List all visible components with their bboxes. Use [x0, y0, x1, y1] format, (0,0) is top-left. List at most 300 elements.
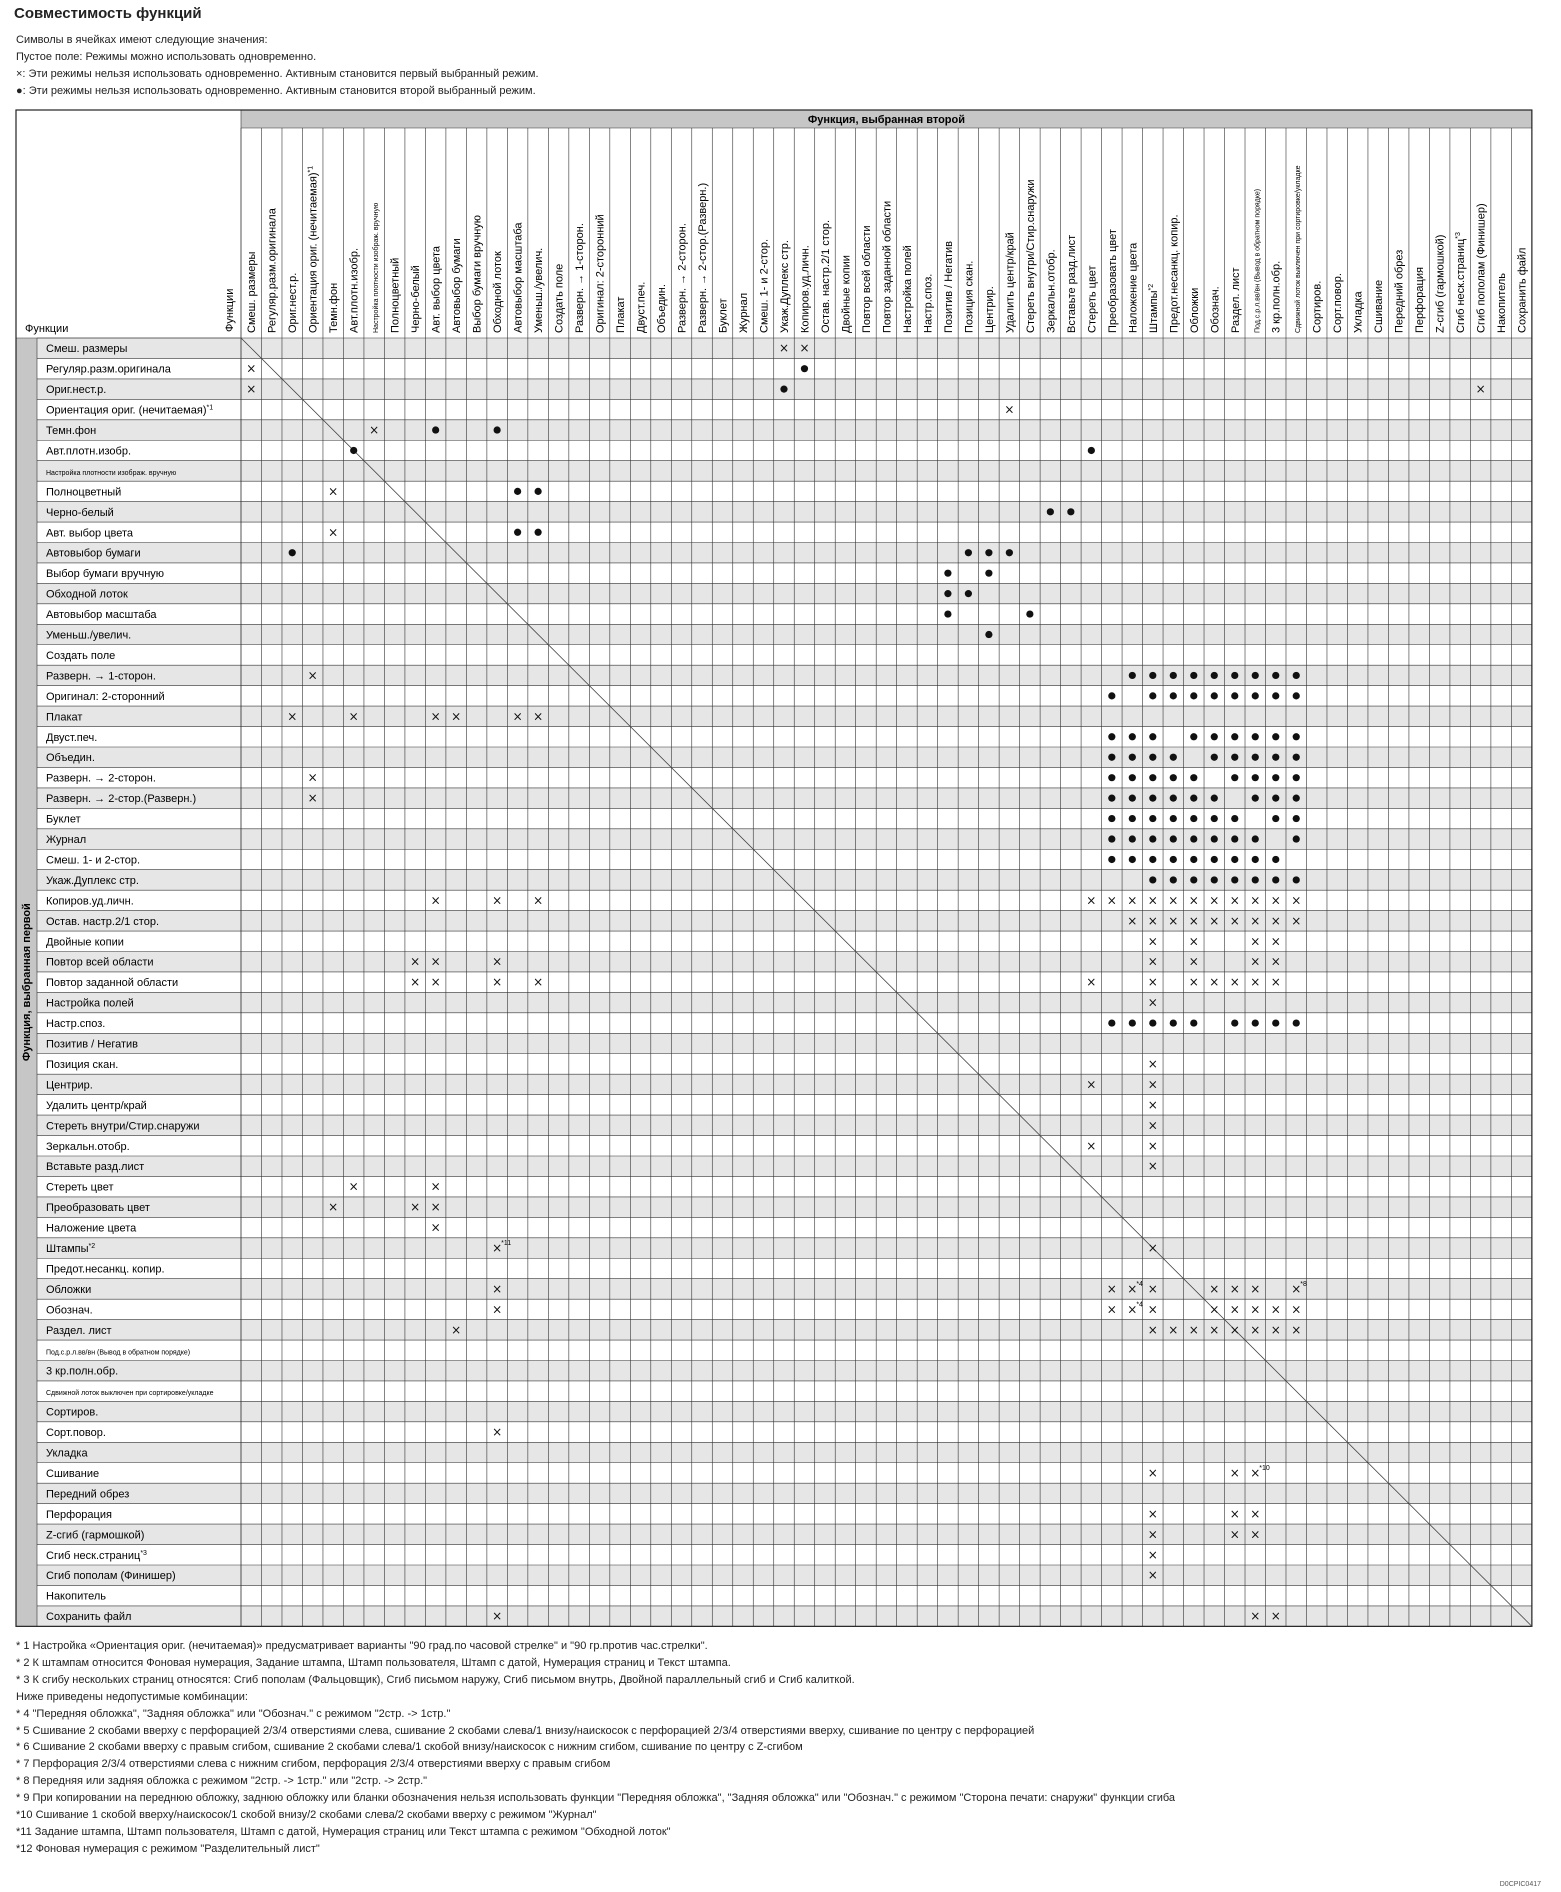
column-header: Позиция скан. — [963, 260, 976, 333]
footnote: Ниже приведены недопустимые комбинации: — [16, 1690, 248, 1703]
second-mode-wins-mark — [1211, 856, 1218, 863]
column-header: Черно-белый — [410, 265, 423, 333]
first-mode-wins-mark: × — [1004, 402, 1015, 417]
second-mode-wins-mark — [514, 488, 521, 495]
column-header: Центрир. — [983, 286, 996, 333]
column-header: Сохранить файл — [1516, 247, 1529, 333]
row-header: Двуст.печ. — [46, 731, 98, 744]
first-mode-wins-mark: × — [430, 1220, 441, 1235]
column-header: Стереть цвет — [1086, 265, 1099, 333]
second-mode-wins-mark — [1108, 815, 1115, 822]
first-mode-wins-mark: × — [1250, 954, 1261, 969]
first-mode-wins-mark: × — [1250, 934, 1261, 949]
second-mode-wins-mark — [944, 610, 951, 617]
first-mode-wins-mark: × — [1250, 1281, 1261, 1296]
column-header: Под.с.р.л.вв/вн (Вывод в обратном порядке) — [1254, 188, 1262, 333]
second-mode-wins-mark — [1231, 754, 1238, 761]
second-mode-wins-mark — [1190, 856, 1197, 863]
second-mode-wins-mark — [1108, 692, 1115, 699]
row-header: Регуляр.разм.оригинала — [46, 363, 171, 376]
column-header: Зеркальн.отобр. — [1045, 249, 1058, 333]
page-title: Совместимость функций — [14, 5, 202, 22]
row-header: Ориг.нест.р. — [46, 384, 107, 397]
row-header: Журнал — [46, 834, 87, 847]
second-mode-wins-mark — [1006, 549, 1013, 556]
column-header: Разверн. → 2-стор.(Разверн.) — [697, 182, 710, 333]
second-mode-wins-mark — [1231, 733, 1238, 740]
cell-note: *4 — [1136, 1301, 1143, 1309]
footnote: * 6 Сшивание 2 скобами вверху с правым сгибом, сшивание 2 скобами слева/1 скобой внизу/наискосок с нижним сгибом, сшивание по центру с Z-сгибом — [16, 1741, 803, 1754]
second-mode-wins-mark — [535, 488, 542, 495]
second-mode-wins-mark — [535, 529, 542, 536]
row-header: Ориентация ориг. (нечитаемая)$^{*1}$ — [46, 404, 214, 417]
row-header: Обходной лоток — [46, 588, 128, 601]
column-header: Сорт.повор. — [1332, 273, 1345, 333]
second-mode-wins-mark — [1149, 795, 1156, 802]
first-mode-wins-mark: × — [1168, 893, 1179, 908]
second-mode-wins-mark — [289, 549, 296, 556]
first-mode-wins-mark: × — [1270, 954, 1281, 969]
legend-line: ●: Эти режимы нельзя использовать одновременно. Активным становится второй выбранный режим. — [16, 85, 536, 97]
column-header: Двуст.печ. — [635, 281, 648, 333]
first-mode-wins-mark: × — [1188, 934, 1199, 949]
first-mode-wins-mark: × — [1127, 1281, 1138, 1296]
second-mode-wins-mark — [1272, 672, 1279, 679]
second-mode-wins-mark — [780, 386, 787, 393]
first-mode-wins-mark: × — [1086, 893, 1097, 908]
second-mode-wins-mark — [1252, 754, 1259, 761]
first-mode-wins-mark: × — [1188, 913, 1199, 928]
column-header: Авт. выбор цвета — [430, 245, 443, 333]
column-header: Укладка — [1352, 291, 1365, 333]
first-mode-wins-mark: × — [1127, 893, 1138, 908]
footnote: * 7 Перфорация 2/3/4 отверстиями слева с нижним сгибом, перфорация 2/3/4 отверстиями вверху с правым сгибом — [16, 1758, 611, 1771]
footnote: * 2 К штампам относится Фоновая нумерация, Задание штампа, Штамп пользователя, Штамп с датой, Нумерация страниц и Текст штампа. — [16, 1656, 731, 1669]
first-mode-wins-mark: × — [1188, 1322, 1199, 1337]
first-mode-wins-mark: × — [1147, 1547, 1158, 1562]
row-header: Преобразовать цвет — [46, 1202, 150, 1215]
row-header: Накопитель — [46, 1590, 107, 1603]
first-mode-wins-mark: × — [1229, 975, 1240, 990]
second-mode-wins-mark — [1149, 856, 1156, 863]
row-header: Позитив / Негатив — [46, 1038, 139, 1051]
second-mode-wins-mark — [1231, 672, 1238, 679]
second-mode-wins-mark — [1211, 754, 1218, 761]
first-mode-wins-mark: × — [246, 382, 257, 397]
first-mode-wins-mark: × — [328, 484, 339, 499]
first-mode-wins-mark: × — [430, 893, 441, 908]
row-header: Повтор заданной области — [46, 977, 179, 990]
row-header: Смеш. размеры — [46, 343, 128, 356]
first-mode-wins-mark: × — [1270, 1302, 1281, 1317]
second-mode-wins-mark — [801, 365, 808, 372]
second-mode-wins-mark — [1129, 774, 1136, 781]
second-mode-wins-mark — [1170, 1019, 1177, 1026]
first-mode-wins-mark: × — [1106, 1281, 1117, 1296]
second-mode-wins-mark — [1272, 1019, 1279, 1026]
second-mode-wins-mark — [1252, 876, 1259, 883]
first-mode-wins-mark: × — [492, 1609, 503, 1624]
column-header: Сортиров. — [1311, 280, 1324, 333]
second-mode-wins-mark — [1231, 815, 1238, 822]
second-mode-wins-mark — [1149, 835, 1156, 842]
first-mode-wins-mark: × — [1229, 1465, 1240, 1480]
first-mode-wins-mark: × — [1147, 1322, 1158, 1337]
column-header: Разверн. → 1-сторон. — [574, 223, 587, 333]
column-header: Позитив / Негатив — [942, 240, 955, 333]
second-mode-wins-mark — [1272, 856, 1279, 863]
second-mode-wins-mark — [1252, 774, 1259, 781]
row-header: Буклет — [46, 813, 81, 826]
column-note: *2 — [1147, 283, 1155, 291]
row-header: Повтор всей области — [46, 956, 154, 969]
second-mode-wins-mark — [514, 529, 521, 536]
image-code: D0CPIC0417 — [1499, 1881, 1541, 1888]
first-mode-wins-mark: × — [1209, 975, 1220, 990]
first-mode-wins-mark: × — [1229, 1322, 1240, 1337]
row-header: Настр.споз. — [46, 1018, 106, 1031]
row-header: Автовыбор бумаги — [46, 547, 141, 560]
first-mode-wins-mark: × — [369, 423, 380, 438]
second-mode-wins-mark — [1293, 815, 1300, 822]
column-header: Выбор бумаги вручную — [471, 214, 484, 333]
first-mode-wins-mark: × — [1188, 893, 1199, 908]
row-header: Обложки — [46, 1283, 92, 1296]
first-mode-wins-mark: × — [430, 1179, 441, 1194]
second-mode-wins-mark — [1108, 774, 1115, 781]
first-mode-wins-mark: × — [533, 709, 544, 724]
column-header: Раздел. лист — [1229, 267, 1242, 333]
footnote: *11 Задание штампа, Штамп пользователя, Штамп с датой, Нумерация страниц или Текст штампа с режимом "Обходной лоток" — [16, 1825, 671, 1838]
column-header: Копиров.уд.личн. — [799, 245, 812, 333]
second-mode-wins-mark — [1149, 754, 1156, 761]
first-mode-wins-mark: × — [492, 975, 503, 990]
first-mode-wins-mark: × — [1229, 1281, 1240, 1296]
first-mode-wins-mark: × — [1250, 1609, 1261, 1624]
legend-line: ×: Эти режимы нельзя использовать одновременно. Активным становится первый выбранный режим. — [16, 68, 539, 80]
second-mode-wins-mark — [1067, 508, 1074, 515]
first-mode-wins-mark: × — [348, 1179, 359, 1194]
row-header: Копиров.уд.личн. — [46, 895, 134, 908]
first-mode-wins-mark: × — [533, 975, 544, 990]
first-mode-wins-mark: × — [1147, 934, 1158, 949]
column-header: Сгиб пополам (Финишер) — [1475, 203, 1488, 333]
second-mode-wins-mark — [1293, 692, 1300, 699]
second-mode-wins-mark — [1108, 754, 1115, 761]
footnote: * 8 Передняя или задняя обложка с режимом "2стр. -> 1стр." или "2стр. -> 2стр." — [16, 1775, 428, 1788]
first-mode-wins-mark: × — [307, 770, 318, 785]
first-mode-wins-mark: × — [1291, 1302, 1302, 1317]
column-header: Автовыбор бумаги — [451, 238, 464, 333]
first-mode-wins-mark: × — [1147, 975, 1158, 990]
first-mode-wins-mark: × — [1209, 1322, 1220, 1337]
second-mode-wins-mark — [1190, 692, 1197, 699]
second-mode-wins-mark — [1211, 692, 1218, 699]
footnote: * 9 При копировании на переднюю обложку, заднюю обложку или бланки обозначения нельзя использовать функции "Передняя обложка", "Задняя обложка" или "Обознач." с режимом "Сторона печати: снаружи" функции сгиба — [16, 1792, 1176, 1805]
column-header: Стереть внутри/Стир.снаружи — [1024, 179, 1037, 333]
column-header: Обходной лоток — [492, 251, 505, 333]
row-header: Настройка плотности изображ. вручную — [46, 469, 177, 477]
first-mode-wins-mark: × — [1086, 1138, 1097, 1153]
second-mode-wins-mark — [944, 570, 951, 577]
row-header: Предот.несанкц. копир. — [46, 1263, 165, 1276]
first-mode-wins-mark: × — [1229, 893, 1240, 908]
first-mode-wins-mark: × — [287, 709, 298, 724]
second-mode-wins-mark — [1129, 754, 1136, 761]
second-mode-wins-mark — [1190, 835, 1197, 842]
first-mode-wins-mark: × — [451, 709, 462, 724]
row-header: Под.с.р.л.вв/вн (Вывод в обратном порядке) — [46, 1349, 191, 1357]
column-header: Удалить центр/край — [1004, 232, 1017, 333]
column-header: Разверн. → 2-сторон. — [676, 223, 689, 333]
column-header: Смеш. размеры — [246, 251, 259, 333]
first-mode-wins-mark: × — [1291, 893, 1302, 908]
column-header: Ориентация ориг. (нечитаемая)$^{*1}$ — [307, 165, 320, 333]
column-header: Сдвижной лоток выключен при сортировке/укладке — [1295, 165, 1303, 333]
first-mode-wins-mark: × — [1291, 913, 1302, 928]
column-header: Двойные копии — [840, 255, 853, 333]
first-mode-wins-mark: × — [1106, 893, 1117, 908]
row-header: Уменьш./увелич. — [46, 629, 132, 642]
column-header: Наложение цвета — [1127, 242, 1140, 333]
second-mode-wins-mark — [1108, 856, 1115, 863]
second-mode-wins-mark — [1252, 733, 1259, 740]
first-mode-wins-mark: × — [1250, 975, 1261, 990]
first-mode-wins-mark: × — [1106, 1302, 1117, 1317]
row-header: 3 кр.полн.обр. — [46, 1365, 119, 1378]
first-mode-wins-mark: × — [1291, 1322, 1302, 1337]
first-mode-wins-mark: × — [1270, 934, 1281, 949]
first-mode-wins-mark: × — [1270, 1322, 1281, 1337]
footnote: * 3 К сгибу нескольких страниц относятся: Сгиб пополам (Фальцовщик), Сгиб письмом наружу, Сгиб письмом внутрь, Двойной параллельный сгиб и Сгиб калиткой. — [16, 1673, 855, 1686]
first-mode-wins-mark: × — [1270, 913, 1281, 928]
first-mode-wins-mark: × — [1147, 1077, 1158, 1092]
first-mode-wins-mark: × — [492, 1241, 503, 1256]
column-header: Преобразовать цвет — [1106, 229, 1119, 333]
second-mode-wins-mark — [1252, 856, 1259, 863]
second-mode-wins-mark — [1231, 774, 1238, 781]
cell-note: *8 — [1300, 1280, 1307, 1288]
row-header: Сдвижной лоток выключен при сортировке/укладке — [46, 1390, 214, 1398]
first-mode-wins-mark: × — [778, 341, 790, 356]
row-header: Z-сгиб (гармошкой) — [46, 1529, 145, 1542]
second-mode-wins-mark — [965, 549, 972, 556]
first-mode-wins-mark: × — [1270, 975, 1281, 990]
second-mode-wins-mark — [494, 426, 501, 433]
column-header: Z-сгиб (гармошкой) — [1434, 234, 1447, 333]
second-mode-wins-mark — [1170, 856, 1177, 863]
first-mode-wins-mark: × — [1147, 1138, 1158, 1153]
first-mode-wins-mark: × — [1209, 1281, 1220, 1296]
row-header: Разверн. → 1-сторон. — [46, 670, 156, 683]
second-mode-wins-mark — [1252, 692, 1259, 699]
column-header: 3 кр.полн.обр. — [1270, 260, 1283, 333]
first-mode-wins-mark: × — [1147, 1159, 1158, 1174]
legend-line: Символы в ячейках имеют следующие значения: — [16, 34, 268, 46]
second-mode-wins-mark — [1170, 774, 1177, 781]
second-mode-wins-mark — [1149, 672, 1156, 679]
first-mode-wins-mark: × — [1250, 1527, 1261, 1542]
first-mode-wins-mark: × — [1209, 1302, 1220, 1317]
column-header: Буклет — [717, 298, 730, 333]
row-header: Остав. настр.2/1 стор. — [46, 915, 160, 928]
second-mode-wins-mark — [1129, 835, 1136, 842]
first-mode-wins-mark: × — [1229, 1302, 1240, 1317]
second-mode-wins-mark — [1026, 610, 1033, 617]
second-mode-wins-mark — [1170, 876, 1177, 883]
first-mode-wins-mark: × — [1147, 1527, 1158, 1542]
second-mode-wins-mark — [1231, 1019, 1238, 1026]
column-header: Обложки — [1188, 287, 1201, 333]
row-header: Перфорация — [46, 1508, 112, 1521]
second-mode-wins-mark — [1129, 815, 1136, 822]
first-mode-wins-mark: × — [492, 1281, 503, 1296]
second-mode-wins-mark — [1149, 774, 1156, 781]
second-mode-wins-mark — [1252, 672, 1259, 679]
row-header: Центрир. — [46, 1079, 93, 1092]
footnote: * 1 Настройка «Ориентация ориг. (нечитаемая)» предусматривает варианты "90 град.по часовой стрелке" и "90 гр.против час.стрелки". — [16, 1640, 708, 1652]
second-mode-wins-mark — [1211, 815, 1218, 822]
corner-label-vertical: Функции — [224, 288, 236, 332]
row-header: Позиция скан. — [46, 1058, 119, 1071]
first-header-label: Функция, выбранная первой — [21, 903, 33, 1062]
first-mode-wins-mark: × — [1147, 1506, 1158, 1521]
column-header: Авт.плотн.изобр. — [348, 247, 361, 333]
row-header: Объедин. — [46, 752, 95, 765]
first-mode-wins-mark: × — [1147, 954, 1158, 969]
second-mode-wins-mark — [1170, 672, 1177, 679]
first-mode-wins-mark: × — [348, 709, 359, 724]
second-mode-wins-mark — [1272, 692, 1279, 699]
first-mode-wins-mark: × — [1475, 382, 1486, 397]
first-mode-wins-mark: × — [328, 1200, 339, 1215]
second-mode-wins-mark — [1170, 692, 1177, 699]
second-mode-wins-mark — [1293, 876, 1300, 883]
second-mode-wins-mark — [1108, 835, 1115, 842]
second-mode-wins-mark — [1272, 795, 1279, 802]
first-mode-wins-mark: × — [1250, 1506, 1261, 1521]
first-mode-wins-mark: × — [1250, 893, 1261, 908]
second-mode-wins-mark — [1149, 876, 1156, 883]
first-mode-wins-mark: × — [1147, 1118, 1158, 1133]
second-mode-wins-mark — [1272, 733, 1279, 740]
second-mode-wins-mark — [1293, 733, 1300, 740]
second-mode-wins-mark — [1190, 876, 1197, 883]
first-mode-wins-mark: × — [1127, 1302, 1138, 1317]
second-mode-wins-mark — [1211, 795, 1218, 802]
second-mode-wins-mark — [1231, 856, 1238, 863]
first-mode-wins-mark: × — [1147, 1302, 1158, 1317]
column-note: *3 — [1455, 232, 1463, 239]
column-header: Уменьш./увелич. — [533, 247, 546, 333]
second-mode-wins-mark — [1272, 876, 1279, 883]
row-header: Черно-белый — [46, 506, 114, 519]
second-mode-wins-mark — [1170, 795, 1177, 802]
second-mode-wins-mark — [1088, 447, 1095, 454]
footnote: *12 Фоновая нумерация с режимом "Разделительный лист" — [16, 1842, 320, 1855]
first-mode-wins-mark: × — [430, 1200, 441, 1215]
first-mode-wins-mark: × — [1168, 1322, 1179, 1337]
second-mode-wins-mark — [1190, 774, 1197, 781]
row-header: Настройка полей — [46, 997, 134, 1010]
first-mode-wins-mark: × — [1250, 1465, 1261, 1480]
first-mode-wins-mark: × — [1147, 1097, 1158, 1112]
footnote: *10 Сшивание 1 скобой вверху/наискосок/1 скобой внизу/2 скобами слева/2 скобами вверху с режимом "Журнал" — [16, 1809, 597, 1822]
first-mode-wins-mark: × — [1250, 1302, 1261, 1317]
second-mode-wins-mark — [1108, 1019, 1115, 1026]
second-mode-wins-mark — [1211, 733, 1218, 740]
first-mode-wins-mark: × — [1147, 1241, 1158, 1256]
column-header: Плакат — [615, 296, 628, 333]
first-mode-wins-mark: × — [430, 954, 441, 969]
first-mode-wins-mark: × — [1291, 1281, 1302, 1296]
second-mode-wins-mark — [1149, 692, 1156, 699]
row-header: Авт.плотн.изобр. — [46, 445, 132, 458]
row-header: Передний обрез — [46, 1488, 130, 1501]
row-header: Укладка — [46, 1447, 88, 1460]
first-mode-wins-mark: × — [1188, 975, 1199, 990]
second-mode-wins-mark — [1293, 1019, 1300, 1026]
first-mode-wins-mark: × — [430, 975, 441, 990]
first-mode-wins-mark: × — [328, 525, 339, 540]
first-mode-wins-mark: × — [512, 709, 523, 724]
row-header: Создать поле — [46, 649, 116, 662]
second-mode-wins-mark — [1149, 1019, 1156, 1026]
column-header: Вставьте разд.лист — [1065, 234, 1078, 333]
second-mode-wins-mark — [965, 590, 972, 597]
column-header: Укаж.Дуплекс стр. — [778, 240, 791, 333]
row-header: Разверн. → 2-сторон. — [46, 772, 156, 785]
row-header: Темн.фон — [46, 425, 97, 438]
row-note: *3 — [140, 1549, 147, 1557]
row-header: Сохранить файл — [46, 1611, 132, 1624]
footnote: * 4 "Передняя обложка", "Задняя обложка" или "Обознач." с режимом "2стр. -> 1стр." — [16, 1707, 451, 1720]
corner-label: Функции — [25, 323, 69, 335]
first-mode-wins-mark: × — [1168, 913, 1179, 928]
second-mode-wins-mark — [1272, 754, 1279, 761]
second-mode-wins-mark — [1190, 815, 1197, 822]
first-mode-wins-mark: × — [1147, 893, 1158, 908]
second-mode-wins-mark — [1211, 876, 1218, 883]
first-mode-wins-mark: × — [492, 1302, 503, 1317]
first-mode-wins-mark: × — [307, 668, 318, 683]
column-header: Настройка полей — [901, 245, 914, 333]
second-mode-wins-mark — [1211, 835, 1218, 842]
second-mode-wins-mark — [1231, 835, 1238, 842]
second-mode-wins-mark — [1293, 672, 1300, 679]
first-mode-wins-mark: × — [410, 1200, 421, 1215]
second-mode-wins-mark — [1129, 1019, 1136, 1026]
row-header: Сорт.повор. — [46, 1427, 106, 1440]
first-mode-wins-mark: × — [1147, 1281, 1158, 1296]
second-mode-wins-mark — [985, 549, 992, 556]
column-header: Ориг.нест.р. — [287, 272, 300, 333]
first-mode-wins-mark: × — [1127, 913, 1138, 928]
row-note: *1 — [206, 404, 214, 412]
row-header: Наложение цвета — [46, 1222, 137, 1235]
second-mode-wins-mark — [1190, 795, 1197, 802]
row-header: Стереть цвет — [46, 1181, 114, 1194]
first-mode-wins-mark: × — [1270, 1609, 1281, 1624]
row-header: Обознач. — [46, 1304, 93, 1317]
column-note: *1 — [307, 165, 315, 173]
second-mode-wins-mark — [1149, 733, 1156, 740]
column-header: Создать поле — [553, 263, 566, 333]
second-mode-wins-mark — [985, 570, 992, 577]
second-mode-wins-mark — [1272, 774, 1279, 781]
second-mode-wins-mark — [1190, 733, 1197, 740]
column-header: Штампы$^{*2}$ — [1147, 283, 1160, 333]
